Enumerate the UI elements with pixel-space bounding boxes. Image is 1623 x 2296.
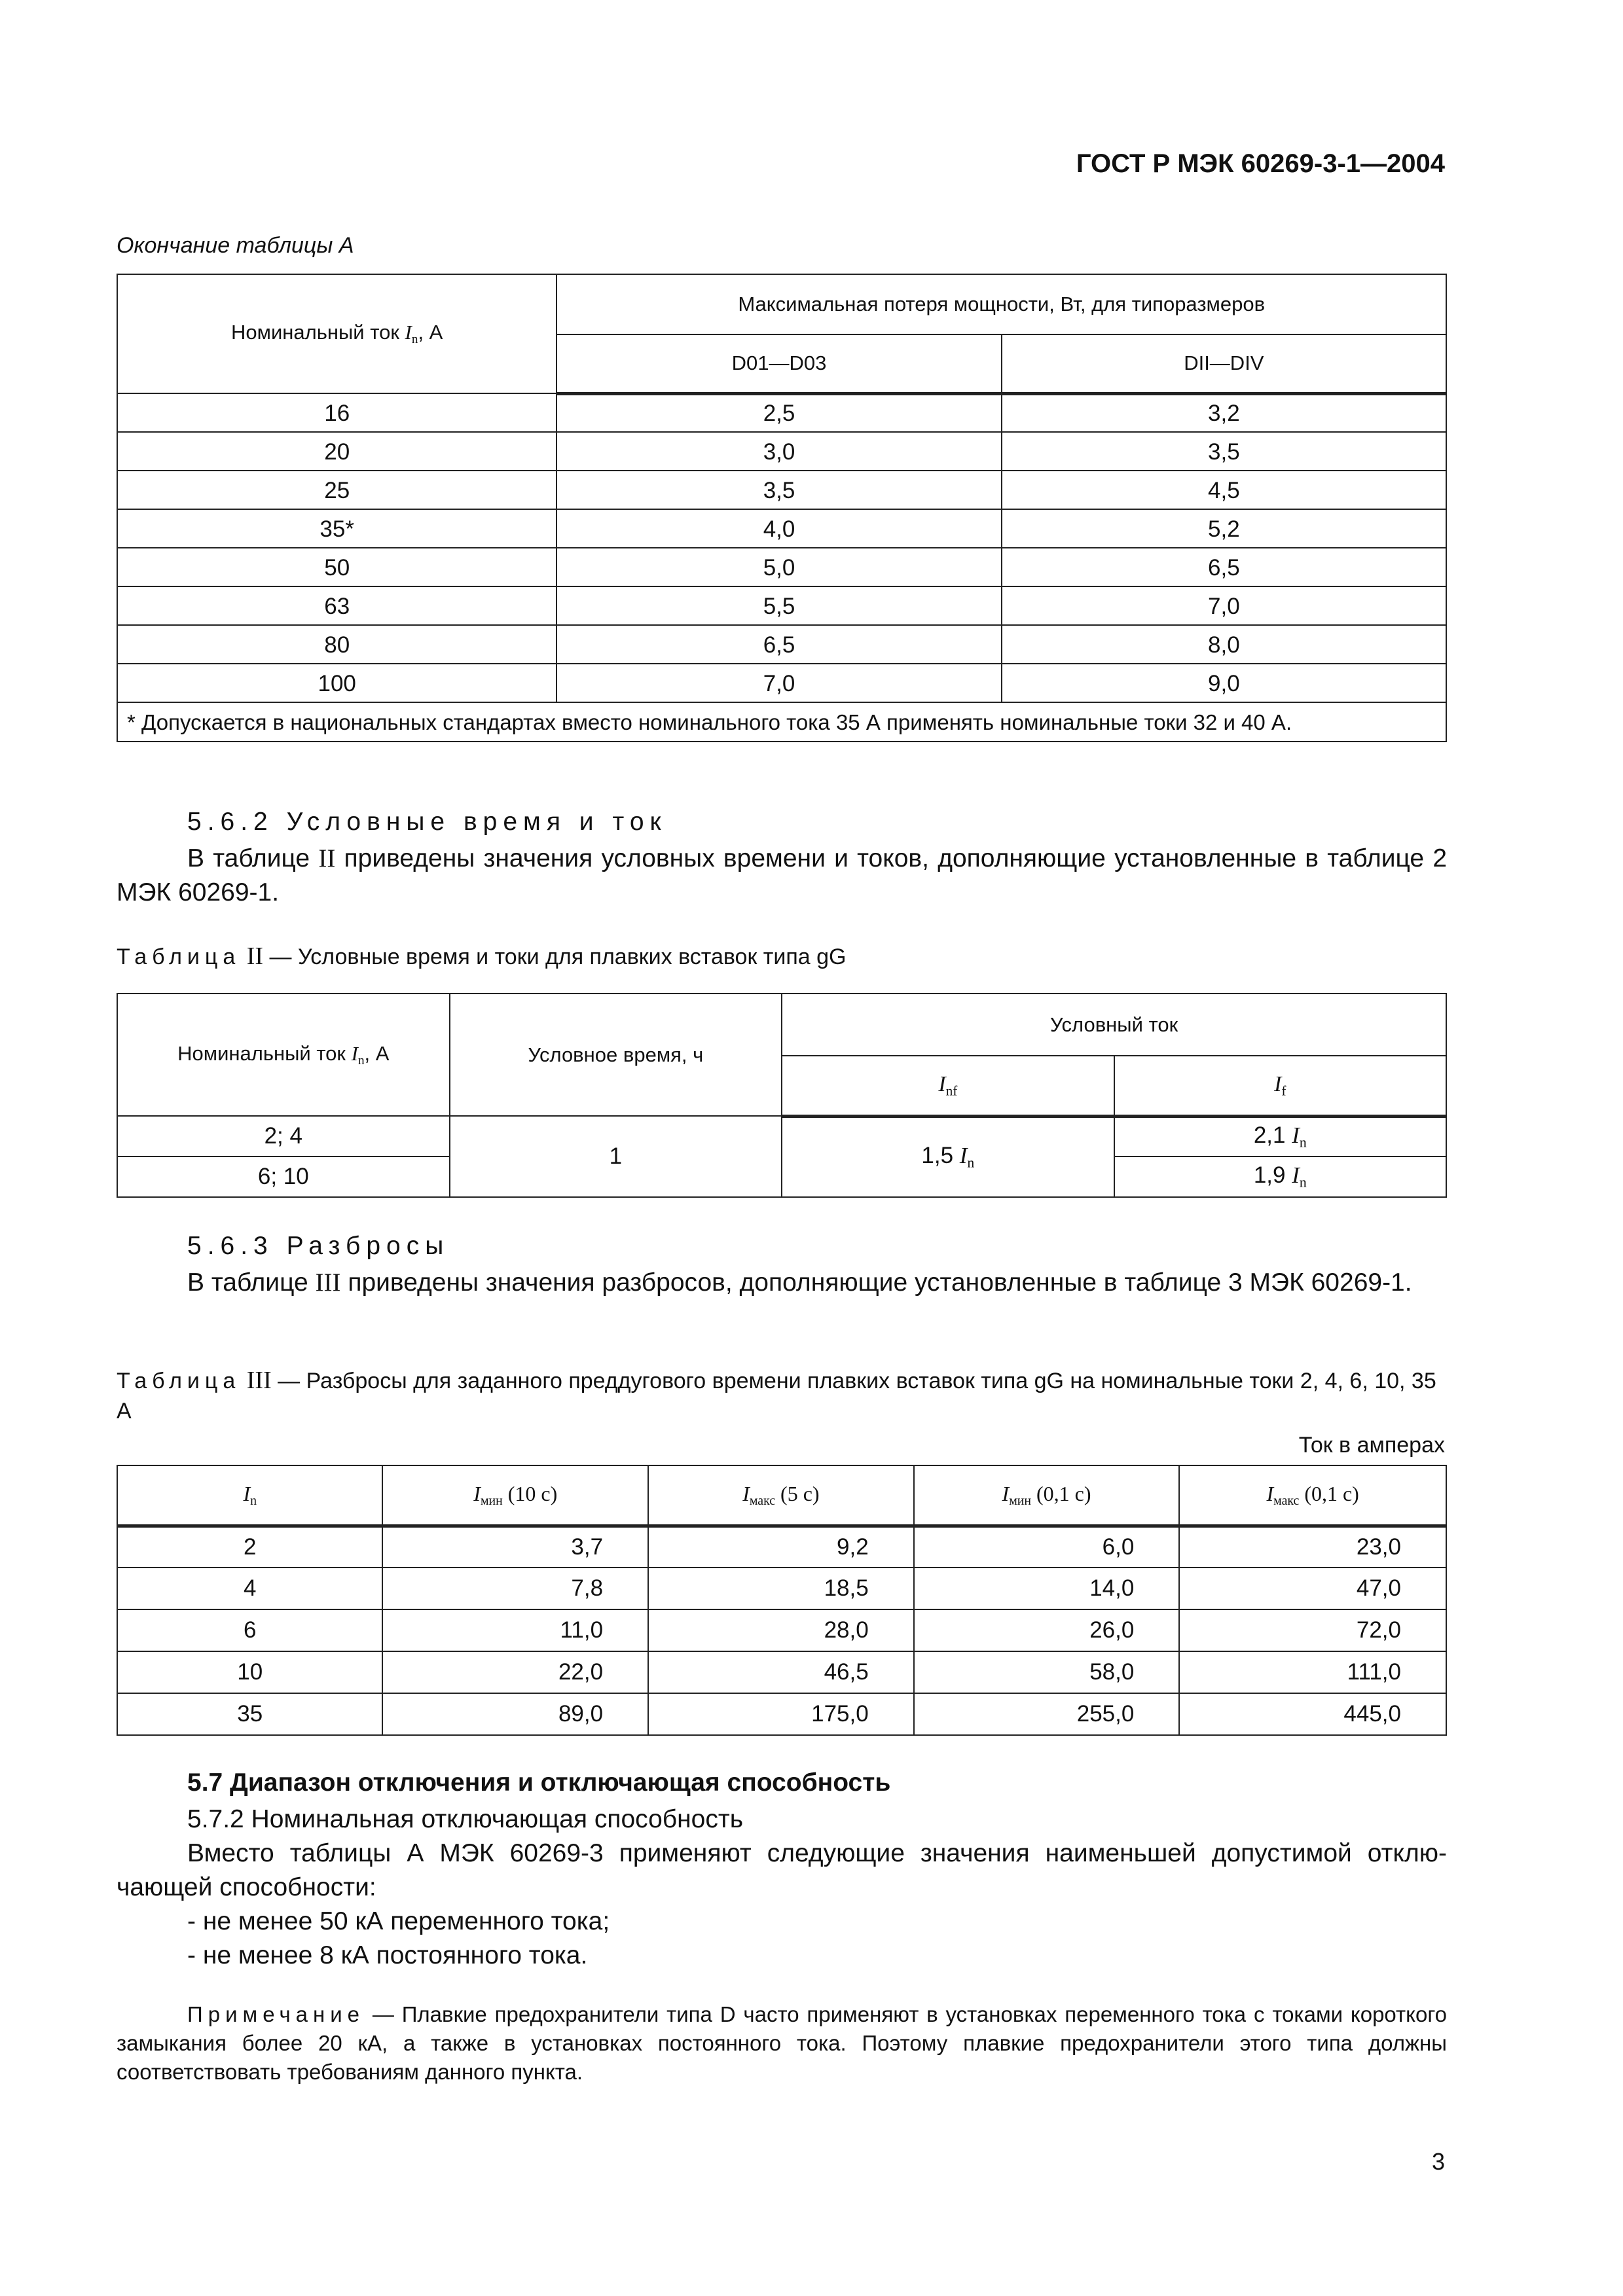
section-5-6-3-text: В таблице III приведены значения разбросов, дополняющие установленные в таблице 3 МЭК 60269-1.: [187, 1268, 1412, 1297]
header-conditional-current: Условный ток: [782, 994, 1446, 1056]
header-dii-div: DII—DIV: [1002, 334, 1446, 393]
table-3-caption: Таблица III — Разбросы для заданного преддугового времени плавких вставок типа gG на номинальные токи 2, 4, 6, 10, 35 А: [117, 1367, 1436, 1424]
header-nominal-current: Номинальный ток $I_n$, А: [117, 994, 450, 1116]
section-heading-5-7: 5.7 Диапазон отключения и отключающая способность: [187, 1768, 891, 1797]
table-row: 2; 4 1 1,5 $I_n$ 2,1 $I_n$: [117, 1116, 1446, 1157]
table-row: 50 5,0 6,5: [117, 548, 1446, 586]
header-d01-d03: D01—D03: [556, 334, 1001, 393]
section-5-6-2-text: В таблице II приведены значения условных времени и токов, дополняющие установленные в таблице 2 МЭК 60269-1.: [117, 844, 1448, 906]
table-row: 100 7,0 9,0: [117, 664, 1446, 702]
table-row: 4 7,8 18,5 14,0 47,0: [117, 1568, 1446, 1609]
header-max-power-loss: Максимальная потеря мощности, Вт, для типоразмеров: [556, 274, 1446, 334]
table-row: 6; 10 1,9 $I_n$: [117, 1157, 1446, 1197]
table-2: [117, 993, 1447, 1198]
header-imax-5s: $I_{макс}$ (5 с): [648, 1465, 914, 1526]
table-3-units: Ток в амперах: [1298, 1433, 1445, 1458]
header-imax-0-1s: $I_{макс}$ (0,1 с): [1179, 1465, 1446, 1526]
table-row: 20 3,0 3,5: [117, 432, 1446, 471]
if-value: 1,9 $I_n$: [1114, 1157, 1446, 1197]
header-nominal-current: Номинальный ток $I_n$, А: [117, 274, 556, 393]
table-row: 25 3,5 4,5: [117, 471, 1446, 509]
section-heading-5-6-2: 5.6.2 Условные время и ток: [187, 808, 667, 836]
table-footnote-row: [117, 702, 1446, 742]
inf-value: 1,5 $I_n$: [782, 1116, 1114, 1197]
header-conditional-time: Условное время, ч: [450, 994, 782, 1116]
note: Примечание — Плавкие предохранители типа D часто применяют в установках переменного тока с токами короткого замыкания более 20 кА, а также в установках постоянного тока. Поэтому плавкие предохранители этого типа должны соответствовать требованиям данного пункта.: [117, 2002, 1447, 2084]
if-value: 2,1 $I_n$: [1114, 1116, 1446, 1157]
table-row: 35* 4,0 5,2: [117, 509, 1446, 548]
header-inf: $I_{nf}$: [782, 1056, 1114, 1116]
section-5-7-2-text: Вместо таблицы А МЭК 60269-3 применяют следующие значения наименьшей допустимой отклю-чающей способности:: [117, 1839, 1447, 1901]
table-row: 10 22,0 46,5 58,0 111,0: [117, 1651, 1446, 1693]
table-row: 63 5,5 7,0: [117, 586, 1446, 625]
section-heading-5-7-2: 5.7.2 Номинальная отключающая способность: [187, 1805, 744, 1833]
table-row: 35 89,0 175,0 255,0 445,0: [117, 1693, 1446, 1735]
list-item: - не менее 8 кА постоянного тока.: [187, 1941, 588, 1969]
header-in: $I_n$: [117, 1465, 382, 1526]
table-3: [117, 1465, 1447, 1736]
header-if: $I_f$: [1114, 1056, 1446, 1116]
conditional-time-value: 1: [450, 1116, 782, 1197]
section-heading-5-6-3: 5.6.3 Разбросы: [187, 1232, 450, 1260]
table-row: 16 2,5 3,2: [117, 393, 1446, 432]
header-imin-10s: $I_{мин}$ (10 с): [382, 1465, 648, 1526]
header-imin-0-1s: $I_{мин}$ (0,1 с): [914, 1465, 1180, 1526]
table-2-caption: Таблица II — Условные время и токи для плавких вставок типа gG: [117, 942, 847, 970]
table-row: 6 11,0 28,0 26,0 72,0: [117, 1609, 1446, 1651]
page-number: 3: [1431, 2148, 1445, 2175]
document-code: ГОСТ Р МЭК 60269-3-1—2004: [1076, 149, 1445, 178]
table-continuation-label: Окончание таблицы А: [117, 233, 354, 258]
table-footnote: * Допускается в национальных стандартах вместо номинального тока 35 А применять номинальные токи 32 и 40 А.: [117, 702, 1446, 742]
table-row: 80 6,5 8,0: [117, 625, 1446, 664]
list-item: - не менее 50 кА переменного тока;: [187, 1907, 610, 1935]
table-a: [117, 274, 1447, 742]
table-row: 2 3,7 9,2 6,0 23,0: [117, 1526, 1446, 1568]
